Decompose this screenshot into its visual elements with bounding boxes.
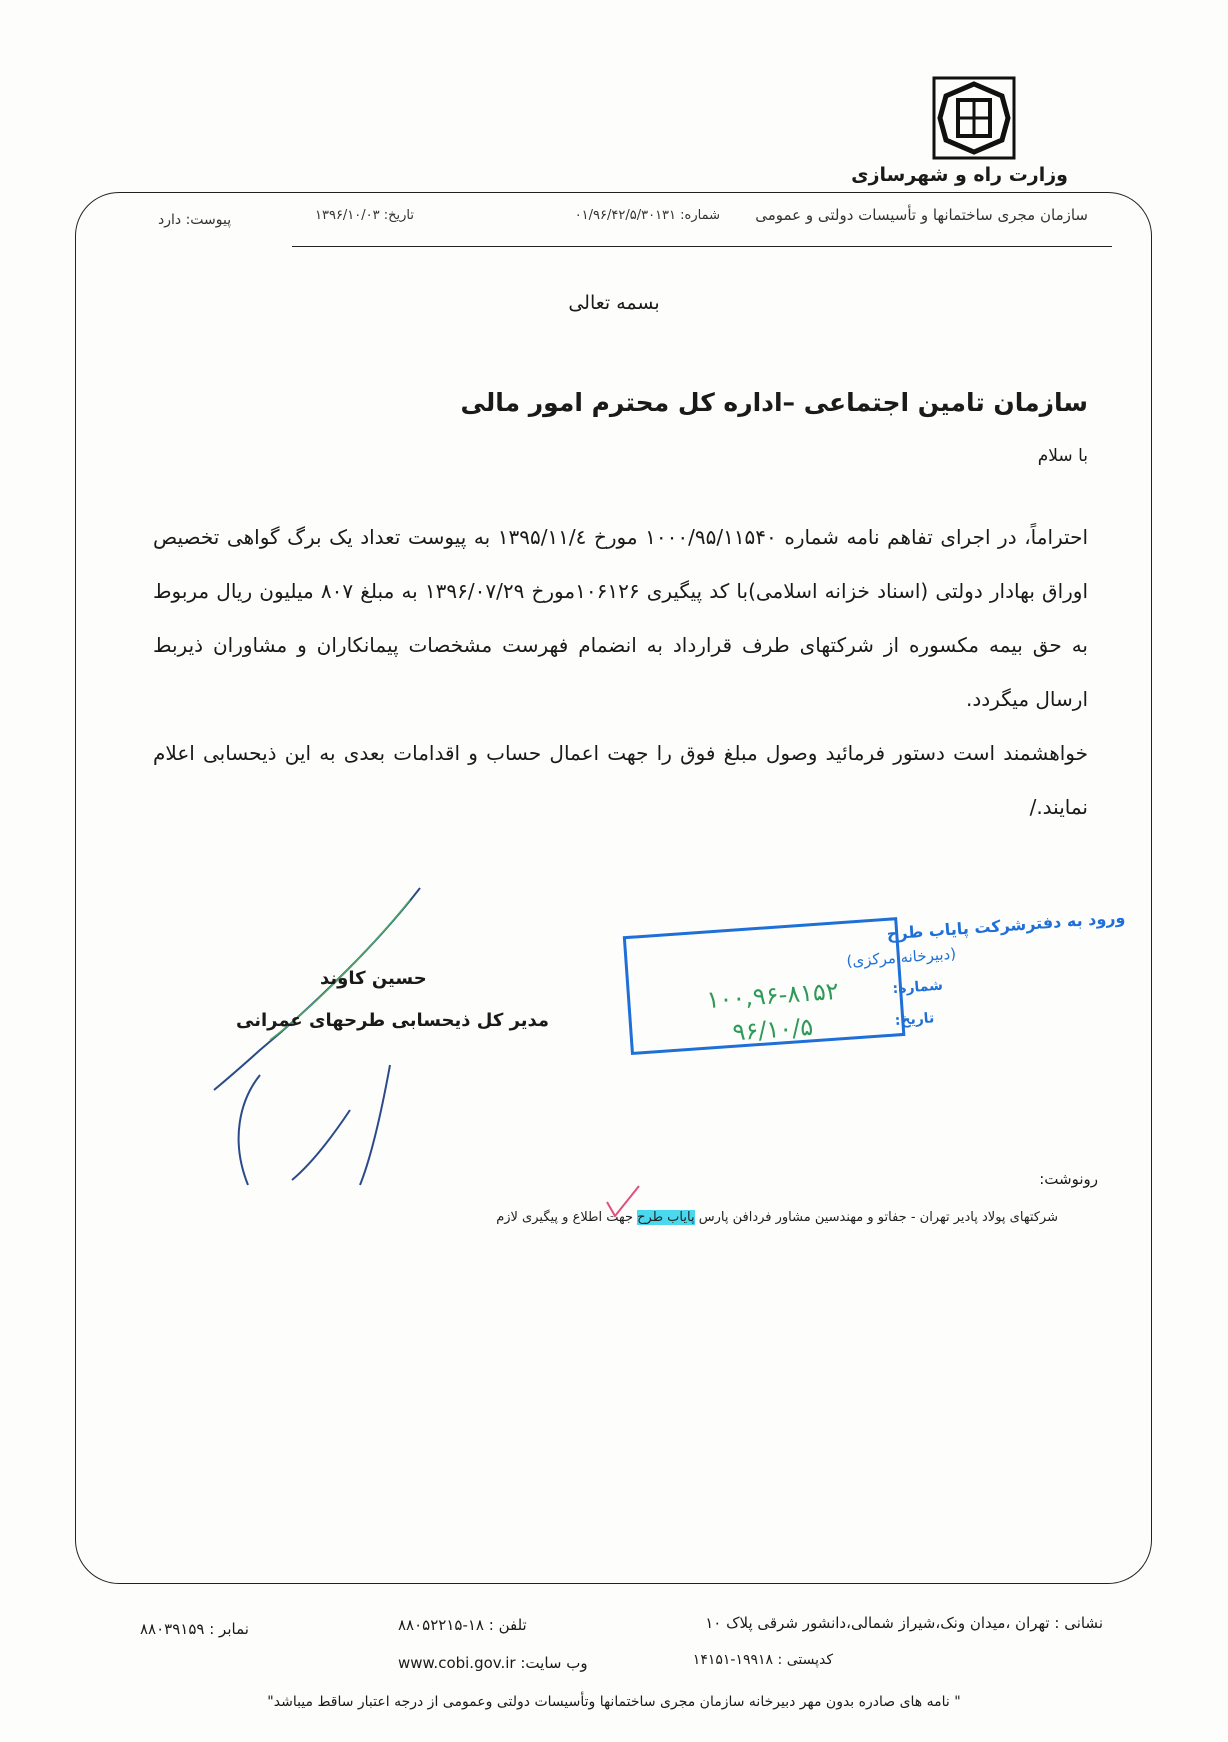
basmala: بسمه تعالی — [568, 292, 660, 314]
addressee: سازمان تامین اجتماعی –اداره کل محترم امور مالی — [460, 388, 1088, 417]
registry-stamp — [620, 907, 1126, 1060]
attachment-note: پیوست: دارد — [158, 212, 232, 228]
stamp-number-value: ۱۰۰,۹۶-۸۱۵۲ — [705, 976, 840, 1015]
cc-highlighted-recipient: پایاب طرح — [637, 1210, 695, 1225]
greeting: با سلام — [1037, 446, 1088, 466]
stamp-line-1: ورود به دفترشرکت پایاب طرح — [886, 907, 1126, 944]
organization-logo — [932, 76, 1016, 160]
footer-website: وب سایت: www.cobi.gov.ir — [398, 1654, 588, 1672]
footer-validity-notice: " نامه های صادره بدون مهر دبیرخانه سازمان مجری ساختمانها وتأسیسات دولتی وعمومی از درجه اعتبار ساقط میباشد" — [267, 1694, 961, 1710]
organization-name: سازمان مجری ساختمانها و تأسیسات دولتی و عمومی — [755, 206, 1088, 224]
stamp-number-label: شماره: — [892, 977, 944, 998]
cc-label: رونوشت: — [1039, 1170, 1098, 1188]
footer-fax: نمابر : ۸۸۰۳۹۱۵۹ — [140, 1620, 249, 1638]
footer-address: نشانی : تهران ،میدان ونک،شیراز شمالی،دانشور شرقی پلاک ۱۰ — [705, 1614, 1103, 1632]
cc-recipients — [496, 1210, 1058, 1225]
cc-recipients-part1: شرکتهای پولاد پادیر تهران - جفاتو و مهندسین مشاور فردافن پارس — [698, 1210, 1058, 1225]
ministry-name: وزارت راه و شهرسازی — [851, 164, 1068, 186]
checkmark-icon — [603, 1182, 643, 1222]
body-paragraph-1: احتراماً، در اجرای تفاهم نامه شماره ۱۰۰۰/۹۵/۱۱۵۴۰ مورخ ۱۳۹۵/۱۱/٤ به پیوست تعداد یک برگ گواهی تخصیص اوراق بهادار دولتی (اسناد خزانه اسلامی)با کد پیگیری ۱۰۶۱۲۶مورخ ۱۳۹۶/۰۷/۲۹ به مبلغ ۸۰۷ میلیون ریال مربوط به حق بیمه مکسوره از شرکتهای طرف قرارداد به انضمام فهرست مشخصات پیمانکاران و مشاوران ذیربط ارسال میگردد. — [153, 525, 1089, 711]
letter-date: تاریخ: ۱۳۹۶/۱۰/۰۳ — [315, 208, 415, 223]
cc-recipients-part2: جهت اطلاع و پیگیری لازم — [496, 1210, 633, 1225]
handwritten-signature — [200, 880, 440, 1200]
stamp-date-label: تاریخ: — [894, 1010, 935, 1030]
footer-postal-code: کدپستی : ۱۹۹۱۸-۱۴۱۵۱ — [692, 1652, 833, 1668]
footer-phone: تلفن : ۱۸-۸۸۰۵۲۲۱۵ — [398, 1616, 527, 1634]
stamp-date-value: ۹۶/۱۰/۵ — [731, 1012, 815, 1047]
letter-body — [153, 510, 1088, 834]
stamp-line-2: (دبیرخانه مرکزی) — [845, 944, 957, 971]
letter-number: شماره: ۰۱/۹۶/۴۲/۵/۳۰۱۳۱ — [574, 208, 720, 223]
signatory-title: مدیر کل ذیحسابی طرحهای عمرانی — [236, 1010, 550, 1031]
header-divider — [292, 246, 1112, 247]
body-paragraph-2: خواهشمند است دستور فرمائید وصول مبلغ فوق را جهت اعمال حساب و اقدامات بعدی به این ذیحسابی اعلام نمایند./ — [153, 741, 1088, 819]
signatory-name: حسین کاوند — [320, 968, 427, 989]
